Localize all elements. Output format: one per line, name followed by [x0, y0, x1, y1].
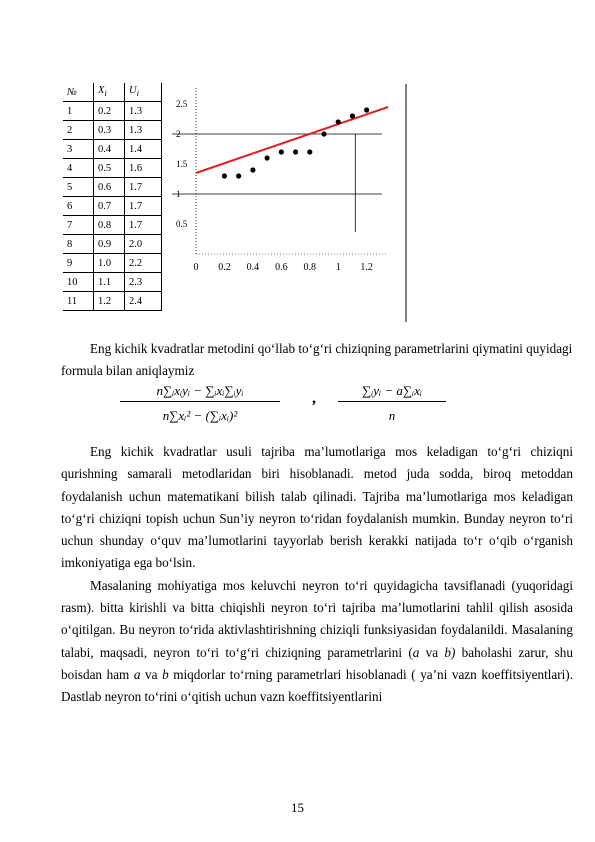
u-value: 2.3: [125, 273, 162, 292]
u-value: 1.7: [125, 178, 162, 197]
table-row: [63, 273, 162, 292]
u-value: 1.7: [125, 216, 162, 235]
y-tick-label: 1.5: [176, 159, 188, 169]
x-value: 0.7: [94, 197, 125, 216]
x-value: 0.8: [94, 216, 125, 235]
table-row: [63, 197, 162, 216]
formula-a-denominator: n∑xᵢ² − (∑ᵢxᵢ)²: [162, 408, 238, 423]
u-value: 2.2: [125, 254, 162, 273]
data-point: [250, 167, 255, 172]
row-index: 2: [63, 121, 94, 140]
scatter-chart: [170, 84, 410, 322]
header-u: $U_i$: [125, 83, 162, 102]
body-text: [61, 441, 573, 709]
u-value: 1.7: [125, 197, 162, 216]
formula-b: [338, 383, 446, 424]
table-row: [63, 140, 162, 159]
paragraph-1: Eng kichik kvadratlar usuli tajriba ma’lumotlariga mos keladigan to‘g‘ri chiziqni qurishning samarali metodlaridan biri hisoblanadi. metod juda sodda, biroq metoddan foydalanish uchun matematikani bilish talab qilinadi. Tajriba ma’lumotlariga mos keladigan to‘g‘ri chiziqni topish uchun Sun’iy neyron to‘ridan foydalanish mumkin. Bunday neyron to‘ri uchun shunday o‘quv ma’lumotlarini tayyorlab berish kerakki natijada to‘r o‘qib o‘rganish imkoniyatiga ega bo‘lsin.: [61, 444, 573, 571]
x-tick-label: 0.8: [303, 262, 317, 273]
x-tick-label: 0.4: [246, 262, 260, 273]
row-index: 8: [63, 235, 94, 254]
row-index: 10: [63, 273, 94, 292]
fit-line: [196, 107, 388, 173]
x-tick-label: 1: [335, 262, 341, 273]
header-index: №: [63, 83, 94, 102]
row-index: 6: [63, 197, 94, 216]
data-point: [222, 173, 227, 178]
paragraph-2: Masalaning mohiyatiga mos keluvchi neyron to‘ri quyidagicha tavsiflanadi (yuqoridagi rasm). bitta kirishli va bitta chiqishli neyron to‘ri tajriba ma’lumotlarini tahlil qilish asosida o‘qitilgan. Bu neyron to‘rida aktivlashtirishning chiziqli funksiyasidan foydalanildi. Masalaning talabi, maqsadi, neyron to‘ri to‘g‘ri chiziqning parametrlarini (a va b) baholashi zarur, shu boisdan ham a va b miqdorlar to‘rning parametrlari hisoblanadi ( ya’ni vazn koeffitsiyentlari). Dastlab neyron to‘rini o‘qitish uchun vazn koeffitsiyentlarini: [61, 577, 573, 705]
x-value: 1.2: [94, 292, 125, 311]
formula-separator: ,: [312, 390, 316, 407]
u-value: 1.3: [125, 121, 162, 140]
x-value: 1.1: [94, 273, 125, 292]
data-point: [336, 119, 341, 124]
x-value: 0.5: [94, 159, 125, 178]
table-row: [63, 121, 162, 140]
x-tick-label: 0.6: [275, 262, 288, 273]
u-value: 1.6: [125, 159, 162, 178]
table-row: [63, 216, 162, 235]
x-value: 0.4: [94, 140, 125, 159]
x-tick-label: 0: [193, 262, 199, 273]
data-point: [279, 149, 284, 154]
row-index: 3: [63, 140, 94, 159]
y-tick-label: 2: [176, 129, 181, 139]
table-row: [63, 159, 162, 178]
y-tick-label: 0.5: [176, 219, 188, 229]
data-table: [63, 83, 162, 311]
x-value: 0.9: [94, 235, 125, 254]
data-point: [350, 113, 355, 118]
row-index: 4: [63, 159, 94, 178]
y-tick-label: 2.5: [176, 99, 188, 109]
formula-intro: [61, 338, 573, 383]
data-point: [307, 149, 312, 154]
row-index: 7: [63, 216, 94, 235]
formula-a-numerator: n∑ᵢxᵢyᵢ − ∑ᵢxᵢ∑ᵢyᵢ: [120, 383, 280, 402]
formula-b-numerator: ∑ᵢyᵢ − a∑ᵢxᵢ: [338, 383, 446, 402]
header-x: $X_i$: [94, 83, 125, 102]
data-point: [321, 131, 326, 136]
table-row: [63, 102, 162, 121]
u-value: 1.4: [125, 140, 162, 159]
data-point: [236, 173, 241, 178]
x-value: 0.6: [94, 178, 125, 197]
x-value: 0.3: [94, 121, 125, 140]
data-point: [265, 155, 270, 160]
caption-text: Eng kichik kvadratlar metodini qo‘llab to‘g‘ri chiziqning parametrlarini qiymatini quyidagi formula bilan aniqlaymiz: [61, 341, 573, 379]
u-value: 2.4: [125, 292, 162, 311]
u-value: 2.0: [125, 235, 162, 254]
table-row: [63, 178, 162, 197]
row-index: 11: [63, 292, 94, 311]
x-value: 0.2: [94, 102, 125, 121]
row-index: 5: [63, 178, 94, 197]
x-tick-label: 0.2: [218, 262, 231, 273]
row-index: 1: [63, 102, 94, 121]
table-row: [63, 235, 162, 254]
y-tick-label: 1: [176, 189, 181, 199]
data-point: [364, 107, 369, 112]
u-value: 1.3: [125, 102, 162, 121]
x-tick-label: 1.2: [360, 262, 373, 273]
formula-a: [120, 383, 280, 424]
table-header-row: [63, 83, 162, 102]
formula-b-denominator: n: [388, 408, 396, 423]
table-row: [63, 254, 162, 273]
row-index: 9: [63, 254, 94, 273]
table-row: [63, 292, 162, 311]
data-point: [293, 149, 298, 154]
x-value: 1.0: [94, 254, 125, 273]
page-number: 15: [291, 800, 304, 815]
